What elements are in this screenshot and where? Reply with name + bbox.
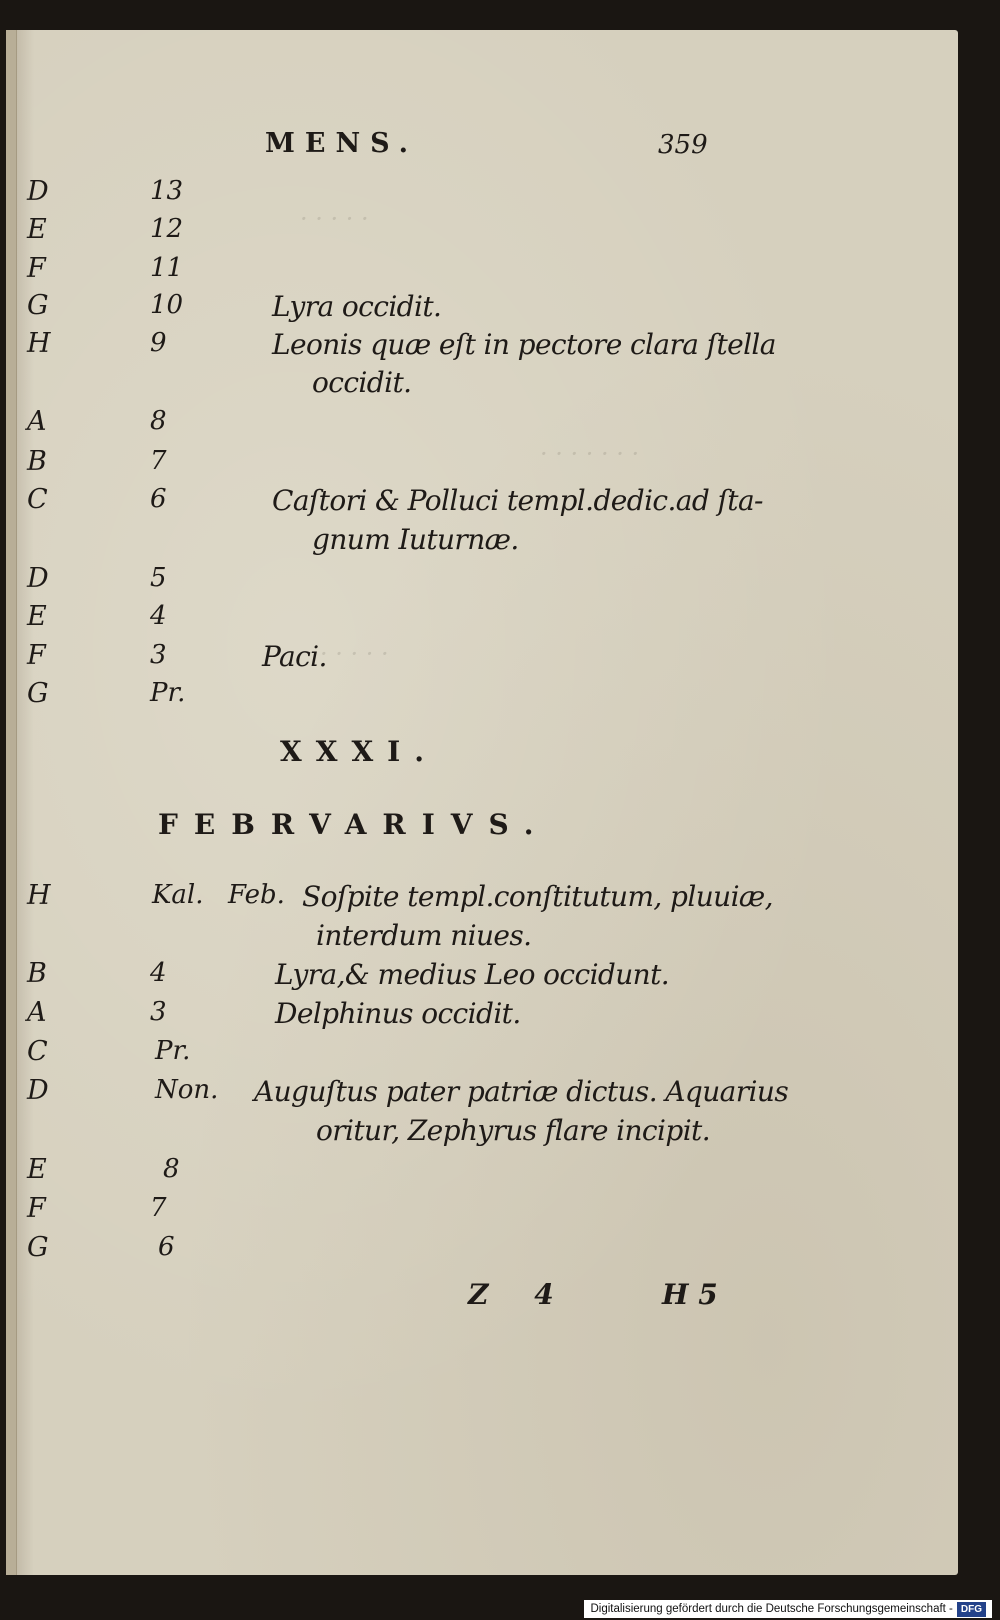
dominical-letter: D — [27, 563, 49, 594]
calendar-row — [0, 290, 1000, 330]
dominical-letter: D — [27, 1075, 49, 1106]
calendar-row-continuation — [0, 1114, 1000, 1154]
day-number: 3 — [150, 997, 167, 1027]
digitization-credit — [584, 1600, 992, 1618]
month-heading: FEBRVARIVS. — [158, 808, 550, 841]
calendar-row — [0, 880, 1000, 920]
signature-mark: Z 4 — [468, 1278, 572, 1311]
dominical-letter: A — [27, 997, 47, 1028]
calendar-row — [0, 1075, 1000, 1115]
calendar-row-continuation — [0, 919, 1000, 959]
day-number: 7 — [150, 1193, 167, 1223]
catchword: H 5 — [662, 1278, 718, 1311]
dominical-letter: C — [27, 1036, 48, 1067]
calendar-row — [0, 484, 1000, 524]
calendar-row-continuation — [0, 366, 1000, 406]
calendar-row — [0, 253, 1000, 293]
day-number: Pr. — [155, 1036, 191, 1066]
credit-text: Digitalisierung gefördert durch die Deutsche Forschungsgemeinschaft - — [590, 1603, 953, 1615]
day-number: 8 — [163, 1154, 180, 1184]
dfg-logo: DFG — [957, 1602, 986, 1617]
dominical-letter: F — [27, 640, 46, 671]
dominical-letter: G — [27, 678, 49, 709]
calendar-row — [0, 958, 1000, 998]
calendar-row — [0, 1036, 1000, 1076]
day-annotation: Lyra occidit. — [272, 290, 442, 323]
day-number: 4 — [150, 601, 167, 631]
day-annotation-continuation: interdum niues. — [316, 919, 532, 952]
month-abbrev: Feb. — [228, 880, 285, 910]
day-number: 6 — [150, 484, 167, 514]
day-number: Pr. — [150, 678, 186, 708]
day-annotation-continuation: occidit. — [312, 366, 412, 399]
calendar-row — [0, 406, 1000, 446]
dominical-letter: G — [27, 1232, 49, 1263]
dominical-letter: G — [27, 290, 49, 321]
day-number: 5 — [150, 563, 167, 593]
calendar-row — [0, 1154, 1000, 1194]
day-number: 11 — [150, 253, 184, 283]
day-number: 4 — [150, 958, 167, 988]
day-number: 9 — [150, 328, 167, 358]
dominical-letter: E — [27, 214, 47, 245]
day-annotation: Lyra,& medius Leo occidunt. — [275, 958, 670, 991]
day-number: Non. — [155, 1075, 219, 1105]
calendar-row — [0, 997, 1000, 1037]
dominical-letter: H — [27, 328, 51, 359]
calendar-row — [0, 678, 1000, 718]
calendar-row-continuation — [0, 523, 1000, 563]
day-number: Kal. — [152, 880, 204, 910]
calendar-row — [0, 328, 1000, 368]
day-annotation: Soſpite templ.conſtitutum, pluuiæ, — [302, 880, 773, 913]
dominical-letter: B — [27, 958, 47, 989]
day-number: 6 — [158, 1232, 175, 1262]
calendar-row — [0, 214, 1000, 254]
days-total-heading: XXXI. — [280, 735, 439, 768]
dominical-letter: E — [27, 1154, 47, 1185]
page-number: 359 — [658, 130, 708, 160]
day-annotation: Caſtori & Polluci templ.dedic.ad ſta- — [272, 484, 763, 517]
calendar-row — [0, 601, 1000, 641]
day-number: 12 — [150, 214, 184, 244]
calendar-row — [0, 176, 1000, 216]
dominical-letter: E — [27, 601, 47, 632]
day-annotation-continuation: oritur, Zephyrus flare incipit. — [316, 1114, 711, 1147]
day-annotation: Leonis quæ eſt in pectore clara ſtella — [272, 328, 776, 361]
dominical-letter: F — [27, 1193, 46, 1224]
dominical-letter: C — [27, 484, 48, 515]
calendar-row — [0, 640, 1000, 680]
running-head: MENS. — [265, 128, 419, 159]
day-number: 10 — [150, 290, 184, 320]
day-annotation: Auguſtus pater patriæ dictus. Aquarius — [254, 1075, 789, 1108]
calendar-row — [0, 446, 1000, 486]
calendar-row — [0, 1232, 1000, 1272]
dominical-letter: D — [27, 176, 49, 207]
day-number: 7 — [150, 446, 167, 476]
day-number: 3 — [150, 640, 167, 670]
calendar-row — [0, 563, 1000, 603]
day-annotation-continuation: gnum Iuturnæ. — [312, 523, 519, 556]
dominical-letter: B — [27, 446, 47, 477]
day-annotation: Delphinus occidit. — [275, 997, 521, 1030]
calendar-row — [0, 1193, 1000, 1233]
day-number: 13 — [150, 176, 184, 206]
dominical-letter: H — [27, 880, 51, 911]
day-number: 8 — [150, 406, 167, 436]
dominical-letter: A — [27, 406, 47, 437]
day-annotation: Paci. — [262, 640, 327, 673]
dominical-letter: F — [27, 253, 46, 284]
